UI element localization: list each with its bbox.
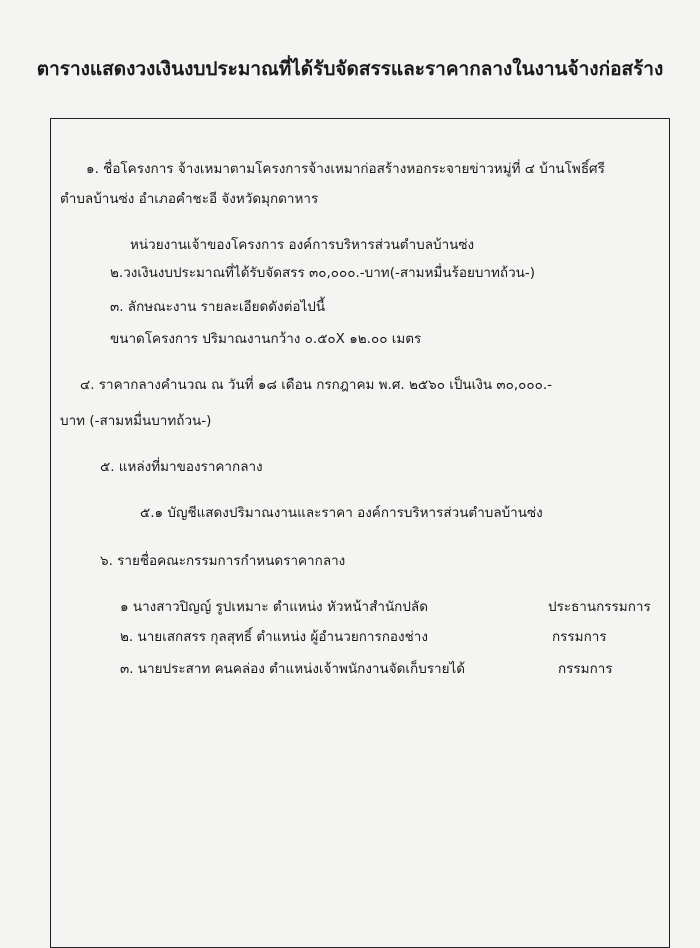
item1-line1: ๑. ชื่อโครงการ จ้างเหมาตามโครงการจ้างเหมาก่อสร้างหอกระจายข่าวหมู่ที่ ๔ บ้านโพธิ์ศรี	[86, 161, 605, 177]
item5-price-source: ๕. แหล่งที่มาของราคากลาง	[100, 459, 263, 475]
item5-1-bill-of-quantities: ๕.๑ บัญชีแสดงปริมาณงานและราคา องค์การบริหารส่วนตำบลบ้านซ่ง	[140, 505, 543, 521]
project-agency: หน่วยงานเจ้าของโครงการ องค์การบริหารส่วนตำบลบ้านซ่ง	[130, 237, 475, 253]
document-title: ตารางแสดงวงเงินงบประมาณที่ได้รับจัดสรรและราคากลางในงานจ้างก่อสร้าง	[36, 58, 664, 80]
committee-member-2-name: ๒. นายเสกสรร กุลสุทธิ์ ตำแหน่ง ผู้อำนวยการกองช่าง	[120, 629, 428, 645]
committee-member-1-role: ประธานกรรมการ	[548, 599, 651, 615]
item2-budget: ๒.วงเงินงบประมาณที่ได้รับจัดสรร ๓๐,๐๐๐.-บาท(-สามหมื่นร้อยบาทถ้วน-)	[110, 265, 536, 281]
item6-committee-heading: ๖. รายชื่อคณะกรรมการกำหนดราคากลาง	[100, 553, 346, 569]
committee-member-3-role: กรรมการ	[558, 661, 613, 677]
item4-line2: บาท (-สามหมื่นบาทถ้วน-)	[60, 413, 212, 429]
project-size: ขนาดโครงการ ปริมาณงานกว้าง ๐.๕๐X ๑๒.๐๐ เมตร	[110, 331, 422, 347]
item4-line1: ๔. ราคากลางคำนวณ ณ วันที่ ๑๘ เดือน กรกฎาคม พ.ศ. ๒๕๖๐ เป็นเงิน ๓๐,๐๐๐.-	[80, 377, 552, 393]
committee-member-2-role: กรรมการ	[552, 629, 607, 645]
committee-member-1-name: ๑ นางสาวปิญญ์ รูปเหมาะ ตำแหน่ง หัวหน้าสำนักปลัด	[120, 599, 428, 615]
item1-line2: ตำบลบ้านซ่ง อำเภอคำชะอี จังหวัดมุกดาหาร	[60, 191, 319, 207]
item3-work-type: ๓. ลักษณะงาน รายละเอียดดังต่อไปนี้	[110, 299, 326, 315]
committee-member-3-name: ๓. นายประสาท คนคล่อง ตำแหน่งเจ้าพนักงานจัดเก็บรายได้	[120, 661, 466, 677]
